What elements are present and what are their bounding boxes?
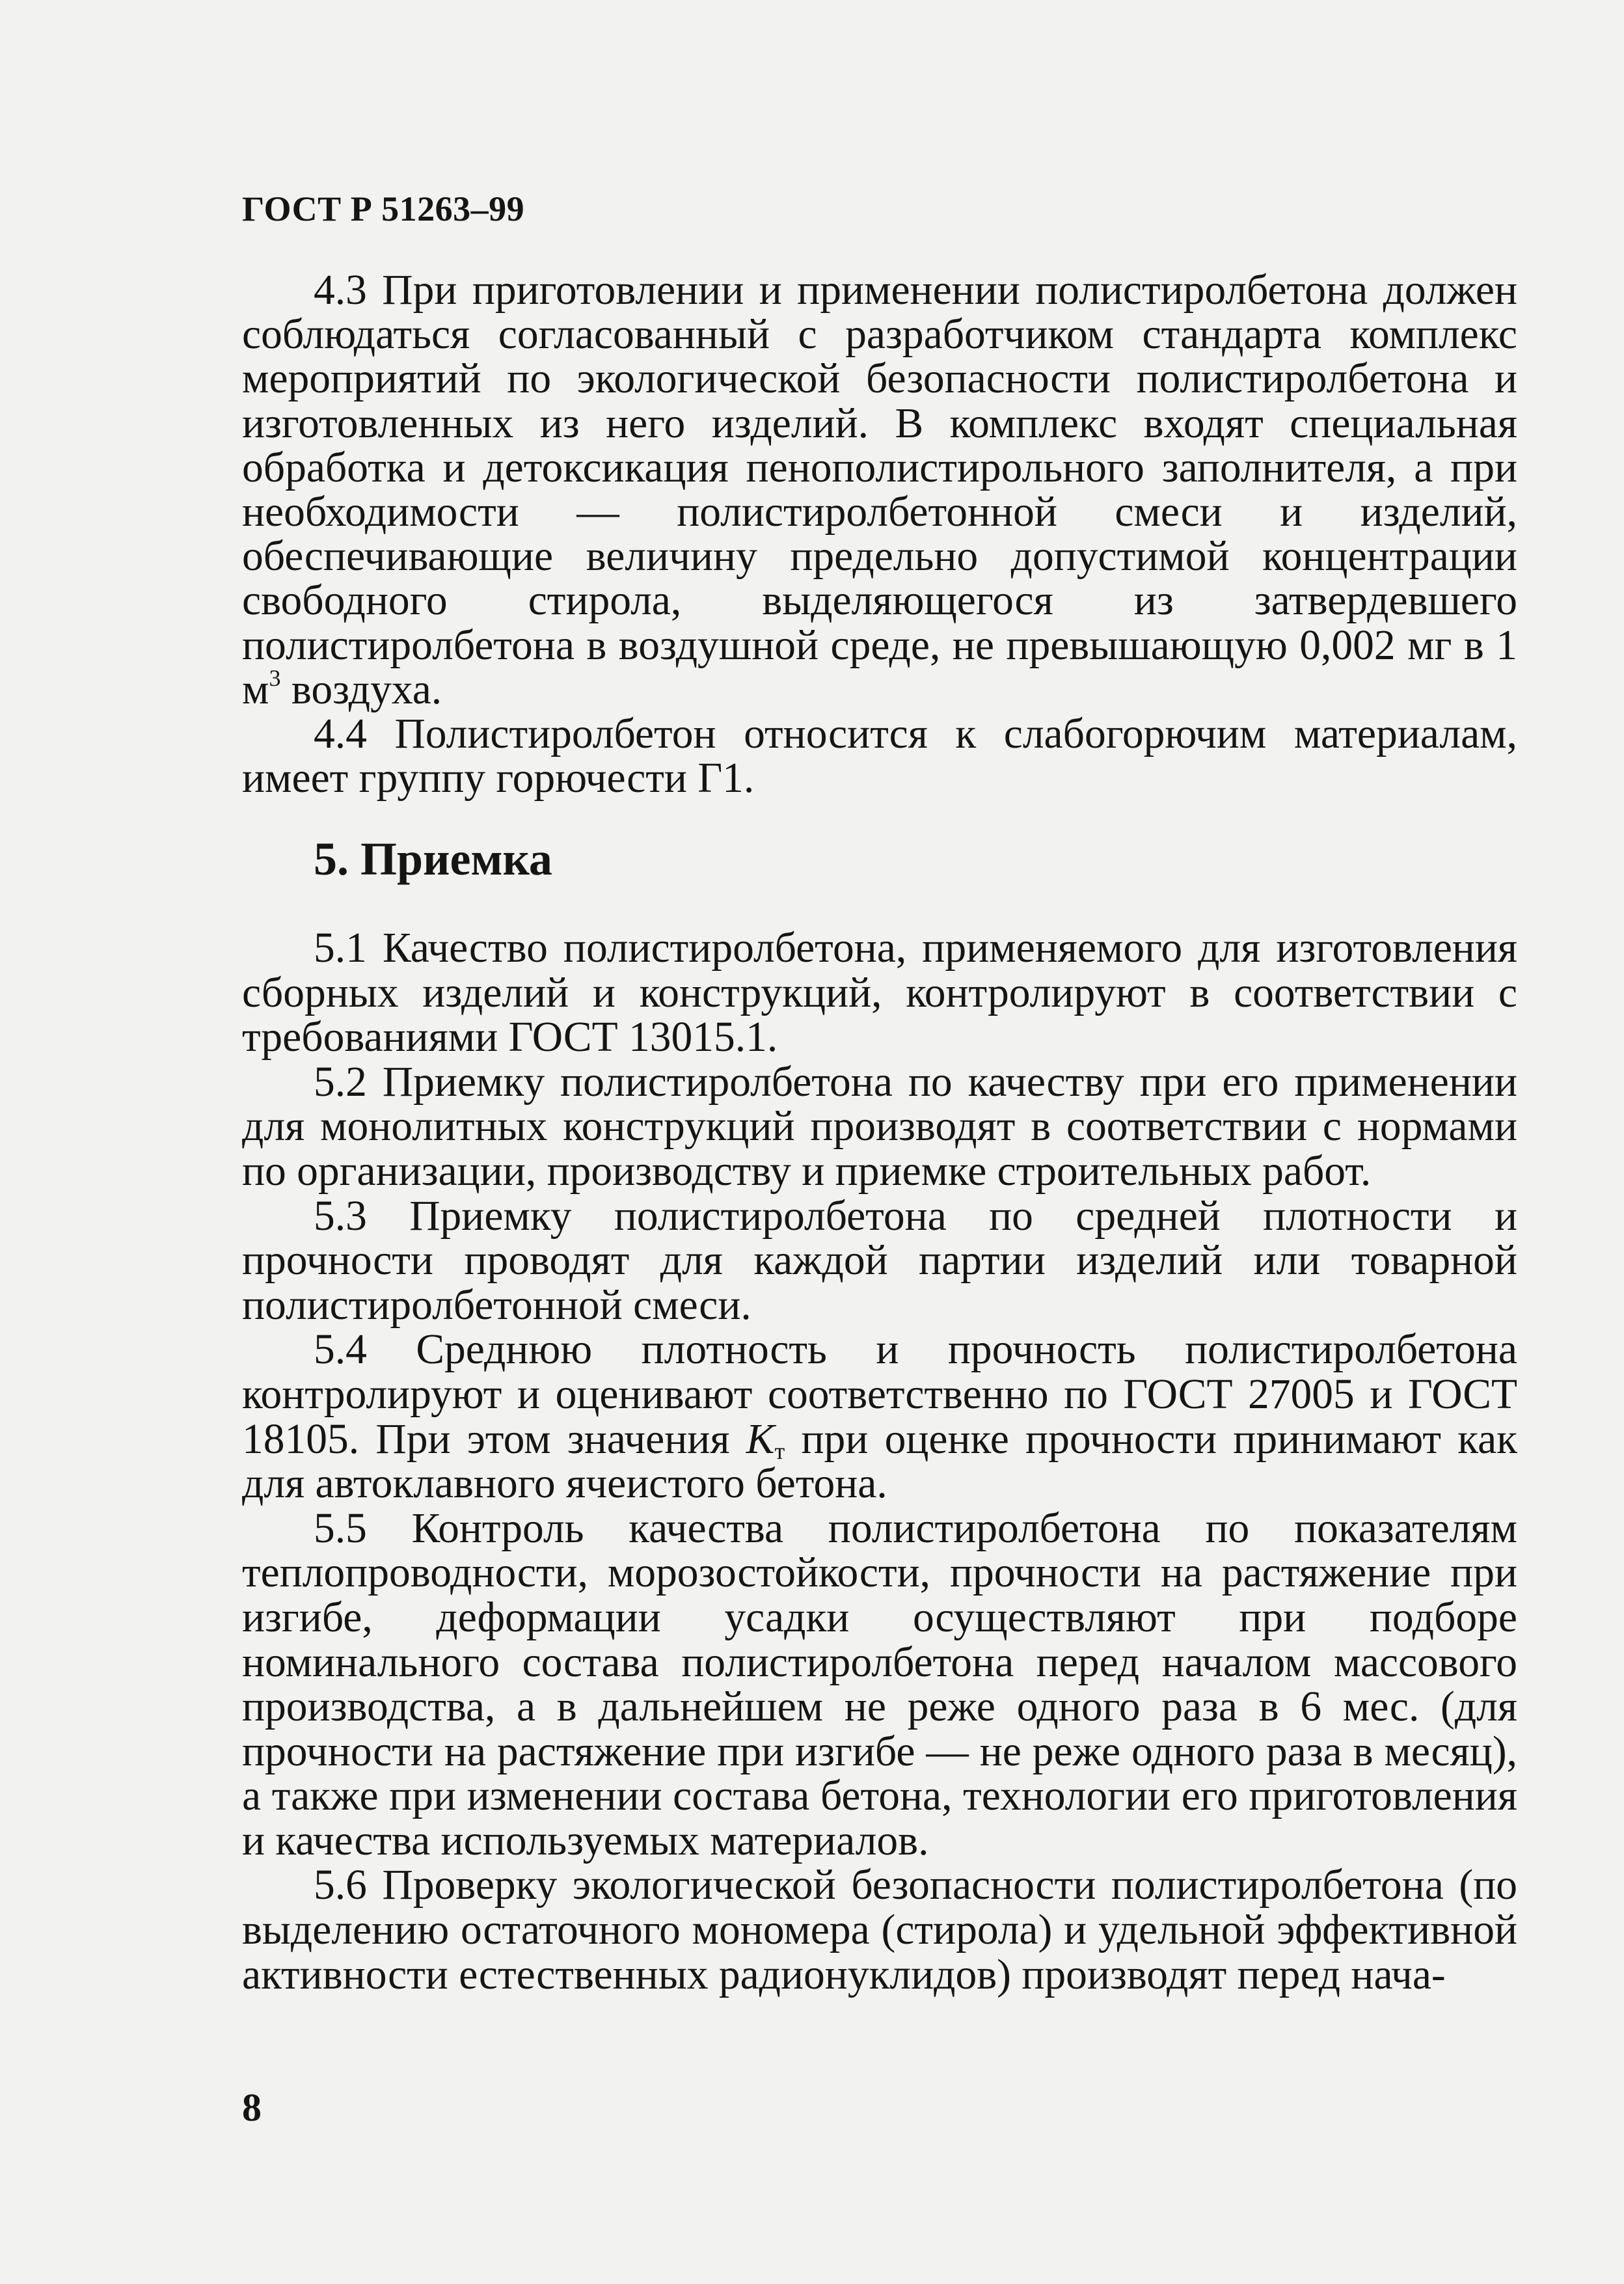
clause-5-2	[242, 1060, 1517, 1194]
clause-text: Контроль качества полистиролбетона по показателям теплопроводности, морозостойкости, прочности на растяжение при изгибе, деформации усадки осуществляют при подборе номинального состава полистиролбетона перед началом массового производства, а в дальнейшем не реже одного раза в 6 мес. (для прочности на растяжение при изгибе — не реже одного раза в месяц), а также при изменении состава бетона, технологии его приготовления и качества используемых материалов.	[242, 1504, 1517, 1864]
clause-text: Полистиролбетон относится к слабогорючим материалам, имеет группу горючести Г1.	[242, 711, 1517, 802]
superscript: 3	[269, 664, 281, 691]
clause-text: Среднюю плотность и прочность полистиролбетона контролируют и оценивают соответственно по ГОСТ 27005 и ГОСТ 18105. При этом значения	[242, 1326, 1518, 1463]
page-number: 8	[242, 2086, 262, 2129]
symbol-k: K	[746, 1415, 775, 1463]
clause-text: Качество полистиролбетона, применяемого для изготовления сборных изделий и конструкций, контролируют в соответствии с требованиями ГОСТ 13015.1.	[242, 925, 1518, 1061]
section-number: 5.	[314, 833, 349, 885]
clause-number: 5.1	[314, 925, 367, 972]
clause-text-tail: воздуха.	[280, 666, 442, 713]
clause-number: 5.4	[314, 1326, 367, 1374]
clause-text: При приготовлении и применении полистиролбетона должен соблюдаться согласованный с разработчиком стандарта комплекс мероприятий по экологической безопасности полистиролбетона и изготовленных из него изделий. В комплекс входят специальная обработка и детоксикация пенополистирольного заполнителя, а при необходимости — полистиролбетонной смеси и изделий, обеспечивающие величину предельно допустимой концентрации свободного стирола, выделяющегося из затвердевшего полистиролбетона в воздушной среде, не превышающую 0,002 мг в 1 м	[242, 267, 1517, 713]
clause-4-4	[242, 712, 1517, 800]
section-title: Приемка	[360, 833, 552, 885]
section-5-body	[242, 926, 1517, 1997]
clause-4-3	[242, 268, 1517, 712]
clause-5-6	[242, 1863, 1517, 1997]
document-header: ГОСТ Р 51263–99	[242, 189, 525, 228]
clause-number: 4.3	[314, 267, 367, 314]
section-heading	[314, 833, 552, 885]
clause-5-5	[242, 1506, 1517, 1864]
clause-5-1	[242, 926, 1517, 1060]
clause-number: 5.6	[314, 1862, 367, 1909]
symbol-subscript: т	[774, 1437, 785, 1464]
clause-number: 4.4	[314, 711, 367, 758]
clause-number: 5.2	[314, 1058, 367, 1106]
clause-text: Приемку полистиролбетона по средней плотности и прочности проводят для каждой партии изделий или товарной полистиролбетонной смеси.	[242, 1192, 1518, 1329]
clauses-before-section	[242, 268, 1517, 800]
clause-text: Приемку полистиролбетона по качеству при его применении для монолитных конструкций производят в соответствии с нормами по организации, производству и приемке строительных работ.	[242, 1058, 1518, 1195]
clause-text-b: при оценке прочности принимают как для автоклавного ячеистого бетона.	[242, 1415, 1517, 1508]
clause-number: 5.5	[314, 1504, 367, 1552]
clause-number: 5.3	[314, 1192, 367, 1240]
clause-text: Проверку экологической безопасности полистиролбетона (по выделению остаточного мономера (стирола) и удельной эффективной активности естественных радионуклидов) производят перед нача-	[242, 1862, 1517, 1998]
clause-5-4	[242, 1327, 1517, 1506]
clause-5-3	[242, 1194, 1517, 1328]
